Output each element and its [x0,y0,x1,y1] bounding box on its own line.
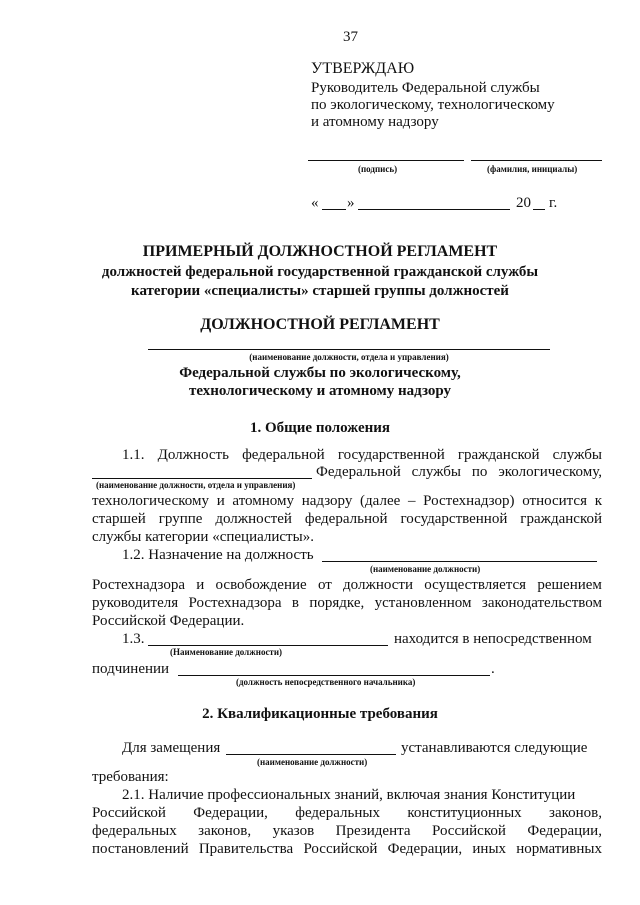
page-number: 37 [343,29,358,45]
position-line [92,478,312,479]
word: от [317,577,332,593]
paragraph-line [122,446,602,464]
word: Федерации, [193,805,268,821]
paragraph-line: 2.1. Наличие профессиональных знаний, включая знания Конституции [122,787,576,803]
day-line [322,209,346,210]
approval-line: Руководитель Федеральной службы [311,80,540,96]
position-caption: (наименование должности) [370,564,481,574]
regulation-heading: ДОЛЖНОСТНОЙ РЕГЛАМЕНТ [200,316,440,333]
paragraph-line [92,804,602,822]
word: относится [522,493,587,509]
paragraph-line: Для замещения [122,740,221,756]
word: руководителя [92,595,179,611]
section-heading: 2. Квалификационные требования [202,706,438,722]
year-suffix: г. [549,195,558,211]
organization-name: Федеральной службы по экологическому, [179,365,461,381]
word: законодательством [481,595,602,611]
word: нормативных [516,841,602,857]
year-line [533,209,545,210]
word: должности [343,577,413,593]
paragraph-line: требования: [92,769,169,785]
word: Российской [303,841,378,857]
paragraph-line [92,594,602,612]
document-subtitle: категории «специалисты» старшей группы должностей [131,283,509,299]
word: осуществляется [424,577,527,593]
position-caption: (Наименование должности) [170,647,283,657]
position-caption: (наименование должности, отдела и управления) [96,480,296,490]
word: конституционных [407,805,522,821]
organization-name: технологическому и атомному надзору [188,383,452,399]
word: – [407,493,416,509]
paragraph-line [92,840,602,858]
word: Ростехнадзора [188,595,282,611]
word: Ростехнадзор) [423,493,515,509]
boss-caption: (должность непосредственного начальника) [236,677,416,687]
word: государственной [400,511,508,527]
name-caption: (фамилия, инициалы) [487,164,578,174]
word: к [594,493,602,509]
word: Федеральной [316,464,401,480]
date-open-quote: « [311,195,319,211]
paragraph-line: устанавливаются следующие [401,740,588,756]
word: федеральной [304,511,388,527]
word: Федерации, [387,841,463,857]
position-line [148,349,550,350]
paragraph-line: службы категории «специалисты». [92,529,314,545]
date-close-quote: » [347,195,355,211]
word: старшей [92,511,146,527]
word: федеральных [295,805,380,821]
word: установленном [374,595,472,611]
signature-line [308,160,464,161]
word: технологическому [92,493,209,509]
document-subtitle: должностей федеральной государственной гражданской службы [101,264,539,280]
paragraph-line: Российской Федерации. [92,613,245,629]
word: Российской [92,805,166,821]
approval-line: по экологическому, технологическому [311,97,555,113]
word: законов, [198,823,252,839]
word: гражданской [520,511,602,527]
word: Президента [335,823,411,839]
signature-caption: (подпись) [358,164,398,174]
word: Российской [431,823,506,839]
word: по [471,464,488,480]
word: группе [158,511,203,527]
year-prefix: 20 [516,195,531,211]
word: в [291,595,299,611]
word: Правительства [198,841,294,857]
word: законов, [549,805,602,821]
position-line [148,645,388,646]
paragraph-line [92,510,602,528]
word: должностей [215,511,292,527]
paragraph-line: 1.3. [122,631,145,647]
month-line [358,209,510,210]
word: службы [552,447,602,463]
word: федеральной [242,447,325,463]
word: атомному [232,493,294,509]
position-caption: (наименование должности, отдела и управления) [249,352,449,362]
word: освобождение [215,577,307,593]
word: Федерации, [527,823,602,839]
paragraph-line [92,492,602,510]
word: иных [472,841,507,857]
paragraph-line: подчинении [92,661,170,677]
position-caption: (наименование должности) [257,757,368,767]
position-line [226,754,396,755]
word: 1.1. [122,447,145,463]
word: постановлений [92,841,189,857]
paragraph-line: находится в непосредственном [394,631,592,647]
word: федеральных [92,823,177,839]
approval-line: и атомному надзору [311,114,439,130]
word: Должность [157,447,229,463]
name-line [471,160,602,161]
word: (далее [360,493,401,509]
word: и [216,493,225,509]
word: службы [411,464,461,480]
section-heading: 1. Общие положения [249,420,391,436]
approval-heading: УТВЕРЖДАЮ [311,60,415,77]
boss-line [178,675,490,676]
word: решением [537,577,602,593]
position-line [322,561,597,562]
paragraph-line: 1.2. Назначение на должность [122,547,314,563]
paragraph-line [316,463,602,481]
word: государственной [337,447,445,463]
word: порядке, [309,595,365,611]
paragraph-line [92,822,602,840]
paragraph-line [92,576,602,594]
word: гражданской [457,447,540,463]
period: . [491,661,495,677]
word: экологическому, [498,464,602,480]
word: и [196,577,205,593]
document-title: ПРИМЕРНЫЙ ДОЛЖНОСТНОЙ РЕГЛАМЕНТ [142,243,498,260]
word: Ростехнадзора [92,577,186,593]
word: надзору [301,493,353,509]
word: указов [272,823,315,839]
